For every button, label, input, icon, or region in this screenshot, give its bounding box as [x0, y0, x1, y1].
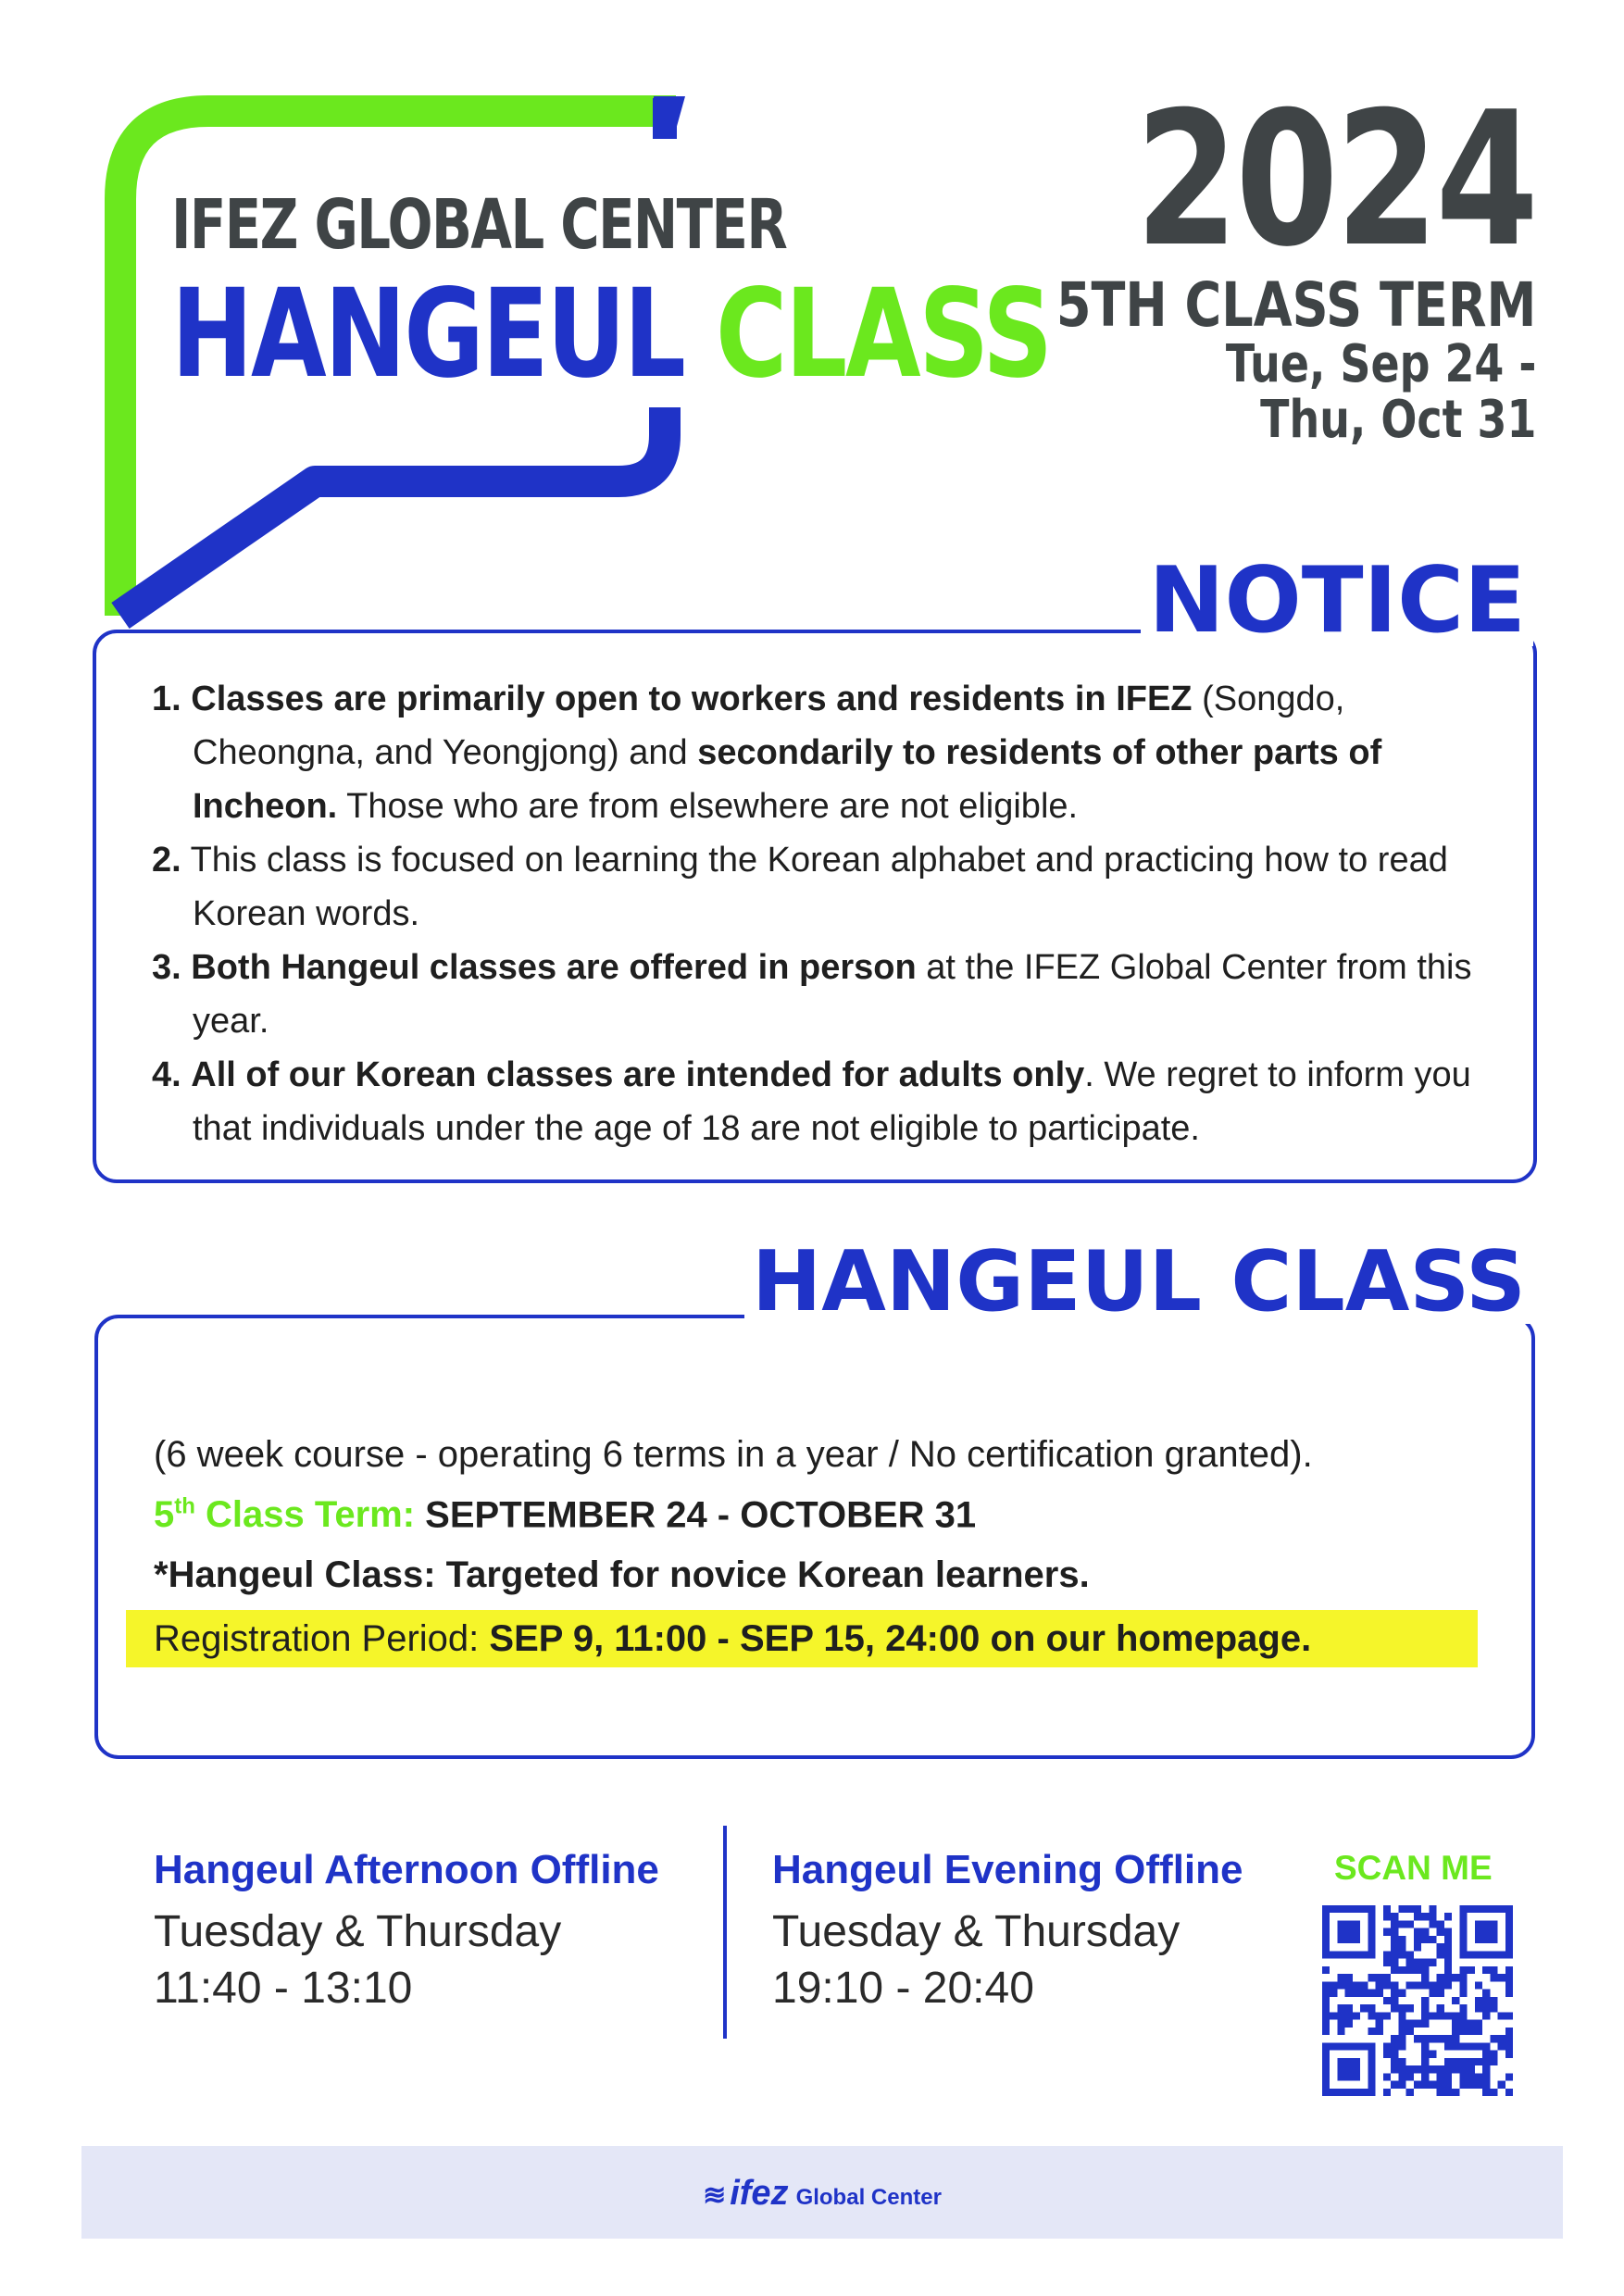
schedule-days: Tuesday & Thursday [772, 1907, 1181, 1956]
schedule-afternoon [154, 1847, 659, 2014]
term-dates-line2: Thu, Oct 31 [1259, 390, 1536, 450]
center-subtitle: IFEZ GLOBAL CENTER [171, 185, 787, 265]
notice-bold: All of our Korean classes are intended for adults only [191, 1055, 1085, 1094]
term-dates-line1: Tue, Sep 24 - [1225, 334, 1536, 394]
notice-list [152, 672, 1487, 1155]
wave-icon: ≋ [703, 2180, 727, 2211]
schedule-name: Hangeul Evening Offline [772, 1847, 1243, 1892]
class-term-text: Class Term: [194, 1494, 416, 1536]
notice-item-number: 2. [152, 841, 181, 880]
qr-code-icon[interactable] [1322, 1905, 1513, 2096]
registration-period [126, 1610, 1478, 1667]
schedule-time: 19:10 - 20:40 [772, 1964, 1034, 2013]
year: 2024 [1135, 72, 1536, 288]
schedule-divider [723, 1826, 727, 2039]
class-term-number: 5 [154, 1494, 175, 1536]
notice-text: This class is focused on learning the Korean alphabet and practicing how to read Korean words. [181, 841, 1448, 933]
notice-item-number: 3. [152, 948, 181, 987]
class-term [154, 1494, 976, 1536]
notice-title: NOTICE [1141, 555, 1533, 646]
notice-card [93, 630, 1537, 1183]
schedule-evening [772, 1847, 1243, 2014]
footer-brand: ifez [730, 2174, 789, 2213]
notice-text: Those who are from elsewhere are not eligible. [337, 787, 1079, 826]
schedule-time: 11:40 - 13:10 [154, 1964, 413, 2013]
footer-bar [81, 2146, 1563, 2239]
footer-suffix: Global Center [795, 2185, 942, 2210]
class-term-dates: SEPTEMBER 24 - OCTOBER 31 [415, 1494, 977, 1536]
term-label: 5TH CLASS TERM [1056, 269, 1536, 341]
notice-text: (Songdo, Cheongna, and Yeongjong) and [193, 680, 1345, 772]
registration-value: SEP 9, 11:00 - SEP 15, 24:00 on our homepage. [489, 1618, 1312, 1659]
main-title-class: CLASS [715, 263, 1051, 406]
notice-item [152, 833, 1487, 941]
notice-item [152, 672, 1487, 833]
notice-item [152, 1048, 1487, 1155]
notice-item-number: 1. [152, 680, 181, 718]
main-title-hangeul: HANGEUL [171, 263, 684, 406]
schedule-days: Tuesday & Thursday [154, 1907, 562, 1956]
term-info [1056, 269, 1536, 450]
class-term-label [154, 1494, 415, 1535]
notice-bold: secondarily to residents of other parts of Incheon. [193, 733, 1382, 826]
course-description: (6 week course - operating 6 terms in a year / No certification granted). [154, 1434, 1313, 1475]
main-title [171, 263, 1051, 406]
ifez-logo[interactable] [81, 2174, 1563, 2214]
schedule-name: Hangeul Afternoon Offline [154, 1847, 659, 1892]
notice-bold: Classes are primarily open to workers and residents in IFEZ [191, 680, 1193, 718]
notice-text: at the IFEZ Global Center from this year. [193, 948, 1472, 1041]
registration-label: Registration Period: [154, 1618, 490, 1659]
hangeul-class-title: HANGEUL CLASS [744, 1241, 1533, 1324]
class-info-card [94, 1315, 1535, 1759]
scan-me-label: SCAN ME [1334, 1849, 1493, 1887]
notice-item-number: 4. [152, 1055, 181, 1094]
notice-item [152, 941, 1487, 1048]
notice-text: . We regret to inform you that individuals under the age of 18 are not eligible to participate. [193, 1055, 1471, 1148]
notice-bold: Both Hangeul classes are offered in person [191, 948, 917, 987]
class-target: *Hangeul Class: Targeted for novice Korean learners. [154, 1554, 1090, 1595]
class-term-suffix: th [174, 1494, 195, 1519]
